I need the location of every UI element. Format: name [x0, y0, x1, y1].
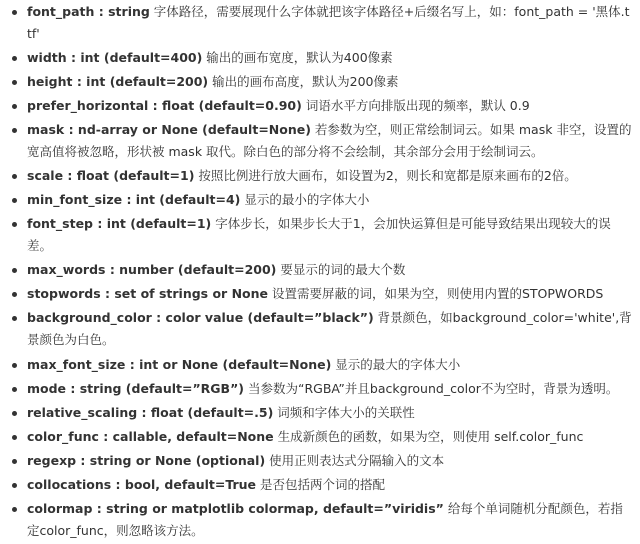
param-regexp [0, 450, 640, 472]
param-description: 字体步长，如果步长大于1，会加快运算但是可能导致结果出现较大的误差。 [27, 216, 611, 254]
param-description: 设置需要屏蔽的词，如果为空，则使用内置的STOPWORDS [268, 286, 604, 302]
param-description: 当参数为“RGBA”并且background_color不为空时，背景为透明。 [244, 380, 619, 396]
param-width [0, 47, 640, 69]
param-description: 输出的画布高度，默认为200像素 [208, 74, 399, 90]
param-signature: width : int (default=400) [27, 50, 203, 66]
param-signature: max_words : number (default=200) [27, 262, 277, 278]
param-colormap [0, 498, 640, 542]
param-signature: background_color : color value (default=”black”) [27, 310, 374, 326]
param-color-func [0, 426, 640, 448]
param-max-font-size [0, 354, 640, 376]
param-signature: scale : float (default=1) [27, 168, 195, 184]
param-description: 是否包括两个词的搭配 [256, 476, 386, 492]
param-description: 背景颜色，如background_color='white',背景颜色为白色。 [27, 310, 632, 348]
param-signature: min_font_size : int (default=4) [27, 192, 241, 208]
param-signature: mode : string (default=”RGB”) [27, 380, 245, 396]
param-signature: mask : nd-array or None (default=None) [27, 122, 311, 138]
param-signature: regexp : string or None (optional) [27, 452, 266, 468]
param-description: 要显示的词的最大个数 [276, 262, 406, 278]
param-max-words [0, 259, 640, 281]
param-scale [0, 165, 640, 187]
param-height [0, 71, 640, 93]
param-collocations [0, 474, 640, 496]
param-description: 字体路径，需要展现什么字体就把该字体路径+后缀名写上，如：font_path = '黑体.ttf' [27, 4, 630, 41]
param-signature: collocations : bool, default=True [27, 476, 257, 492]
param-description: 若参数为空，则正常绘制词云。如果 mask 非空，设置的宽高值将被忽略，形状被 mask 取代。除白色的部分将不会绘制，其余部分会用于绘制词云。 [27, 122, 632, 160]
param-signature: prefer_horizontal : float (default=0.90) [27, 98, 302, 114]
parameter-list [0, 1, 640, 544]
param-description: 显示的最小的字体大小 [240, 192, 370, 208]
param-signature: stopwords : set of strings or None [27, 286, 268, 302]
param-description: 生成新颜色的函数，如果为空，则使用 self.color_func [273, 428, 584, 444]
param-description: 词语水平方向排版出现的频率，默认 0.9 [301, 98, 530, 114]
param-description: 词频和字体大小的关联性 [273, 404, 415, 420]
param-mask [0, 119, 640, 163]
param-description: 显示的最大的字体大小 [331, 356, 461, 372]
param-signature: relative_scaling : float (default=.5) [27, 404, 274, 420]
param-description: 输出的画布宽度，默认为400像素 [202, 50, 393, 66]
param-signature: max_font_size : int or None (default=None) [27, 356, 332, 372]
param-min-font-size [0, 189, 640, 211]
param-prefer-horizontal [0, 95, 640, 117]
param-description: 按照比例进行放大画布，如设置为2，则长和宽都是原来画布的2倍。 [194, 168, 577, 184]
param-description: 使用正则表达式分隔输入的文本 [265, 452, 445, 468]
param-signature: font_step : int (default=1) [27, 216, 212, 232]
param-signature: color_func : callable, default=None [27, 428, 274, 444]
param-background-color [0, 307, 640, 351]
param-font-step [0, 213, 640, 257]
param-mode [0, 378, 640, 400]
param-signature: colormap : string or matplotlib colormap, default=”viridis” [27, 500, 444, 516]
param-description: 给每个单词随机分配颜色，若指定color_func，则忽略该方法。 [27, 500, 623, 538]
param-signature: font_path : string [27, 4, 150, 19]
param-signature: height : int (default=200) [27, 74, 209, 90]
param-relative-scaling [0, 402, 640, 424]
param-font-path [0, 1, 640, 45]
param-stopwords [0, 283, 640, 305]
